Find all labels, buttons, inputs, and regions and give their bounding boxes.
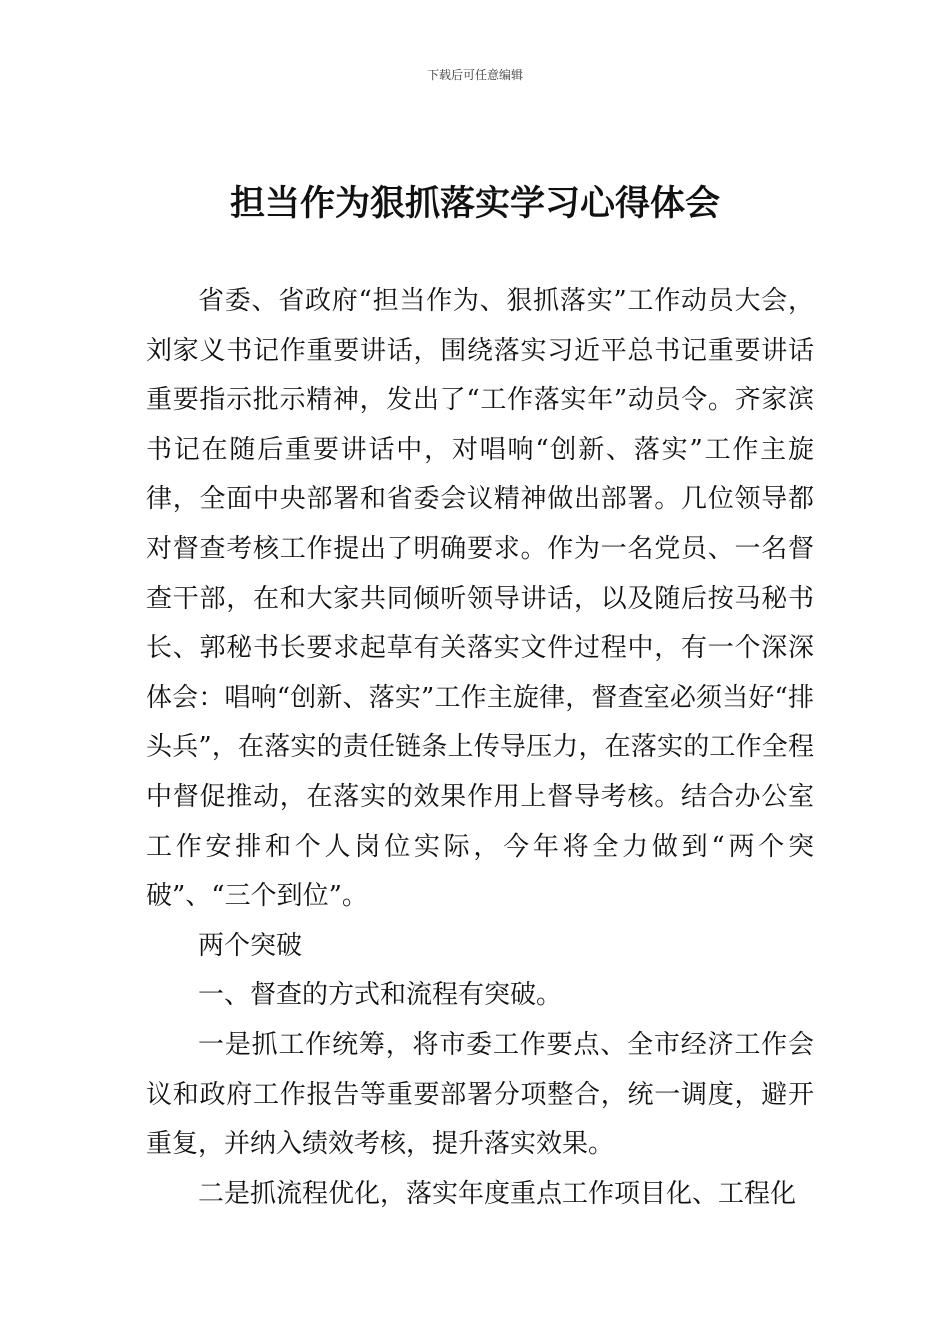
header-note: 下载后可任意编辑 (426, 68, 523, 82)
document-title: 担当作为狠抓落实学习心得体会 (229, 184, 720, 224)
subsection-heading: 一、督查的方式和流程有突破。 (198, 980, 563, 1011)
section-heading: 两个突破 (198, 930, 303, 961)
body-paragraph-intro: 省委、省政府“担当作为、狠抓落实”工作动员大会，刘家义书记作重要讲话，围绕落实习近平总书记重要讲话重要指示批示精神，发出了“工作落实年”动员令。齐家滨书记在随后重要讲话中，对唱响“创新、落实”工作主旋律，全面中央部署和省委会议精神做出部署。几位领导都对督查考核工作提出了明确要求。作为一名党员、一名督查干部，在和大家共同倾听领导讲话，以及随后按马秘书长、郭秘书长要求起草有关落实文件过程中，有一个深深体会：唱响“创新、落实”工作主旋律，督查室必须当好“排头兵”，在落实的责任链条上传导压力，在落实的工作全程中督促推动，在落实的效果作用上督导考核。结合办公室工作安排和个人岗位实际，今年将全力做到“两个突破”、“三个到位”。 (146, 286, 814, 912)
document-body (146, 277, 814, 1219)
body-paragraph-point-1: 一是抓工作统筹，将市委工作要点、全市经济工作会议和政府工作报告等重要部署分项整合，统一调度，避开重复，并纳入绩效考核，提升落实效果。 (146, 1029, 814, 1160)
body-paragraph-point-2: 二是抓流程优化，落实年度重点工作项目化、工程化 (198, 1178, 797, 1209)
